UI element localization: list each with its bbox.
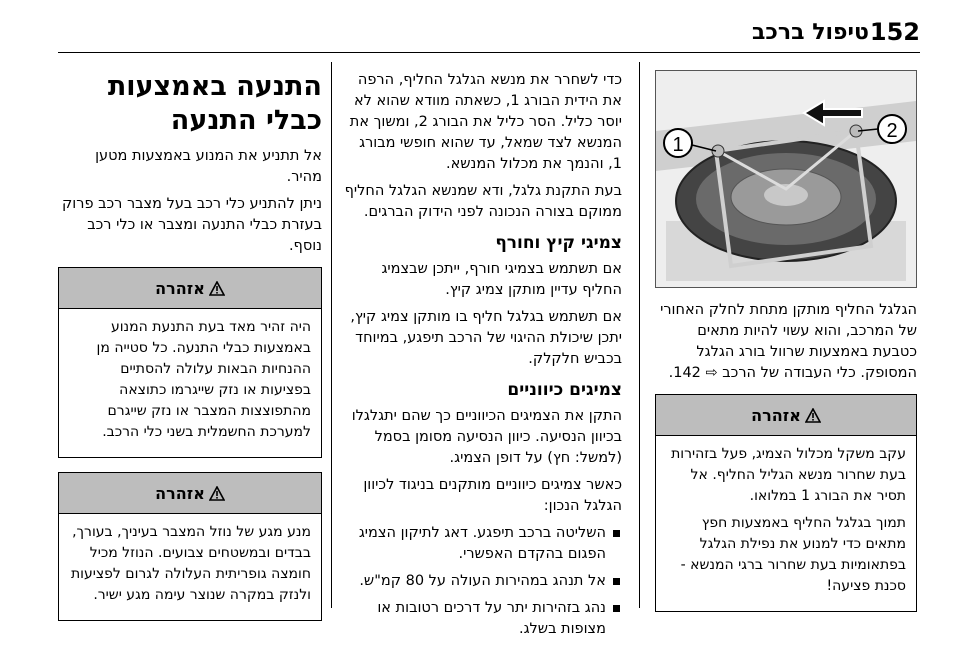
warning-paragraph: תמוך בגלגל החליף באמצעות חפץ מתאים כדי למנוע את נפילת הגלגל בפתאומיות בעת שחרור ברגי המנשא - סכנת פציעה! [680,515,906,594]
column-divider-left [331,62,332,608]
section-heading-directional-tires: צמיגים כיווניים [507,380,622,400]
warning-label: אזהרה [155,278,205,298]
warning-triangle-icon [209,486,225,501]
list-item: נהג בזהירות יתר על דרכים רטובות או מצופות בשלג. [342,598,622,640]
spare-wheel-figure [655,70,917,288]
paragraph: כדי לשחרר את מנשא הגלגל החליף, הרפה את הידית הבורג 1, כשאתה מוודא שהוא לא יוסר כליל. הסר כליל את הבורג 2, ומשוך את המנשא לצד שמאל, עד שהוא חופשי מבורג 1, והנמך את מכלול המנשא. [349,72,622,172]
paragraph: אל תתניע את המנוע באמצעות מטען מהיר. [95,148,322,185]
warning-label: אזהרה [751,405,801,425]
list-item: אל תנהג במהירות העולה על 80 קמ"ש. [342,571,622,592]
warning-paragraph: היה זהיר מאד בעת התנעת המנוע באמצעות כבלי התנעה. כל סטייה מן ההנחיות הבאות עלולה להסתיים בפציעות או נזק שייגרמו כתוצאה מהתפוצצות המצבר או נזק שייגרם למערכת החשמלית בשני כלי הרכב. [96,319,311,440]
warning-paragraph: מנע מגע של נוזל המצבר בעיניך, בעורך, בבדים ובמשטחים צבועים. הנוזל מכיל חומצה גופריתית העלולה לגרום לפציעות ולנזק במקרה שנוצר עימה מגע ישיר. [70,524,311,603]
paragraph: אם תשתמש בצמיגי חורף, ייתכן שבצמיג החליף עדיין מותקן צמיג קיץ. [381,261,622,298]
warning-header [656,395,916,436]
column-divider-right [639,62,640,608]
header-rule [58,52,920,53]
warning-box-spare-wheel [655,394,917,612]
callout-2-label: 2 [886,120,898,142]
section-heading-winter-summer-tires: צמיגי קיץ וחורף [495,233,622,253]
warning-label: אזהרה [155,483,205,503]
warning-header [59,268,321,309]
paragraph: התקן את הצמיגים הכיווניים כך שהם יתגלגלו בכיוון הנסיעה. כיוון הנסיעה מסומן בסמל (למשל: חץ) על דופן הצמיג. [351,408,622,466]
warning-box-battery-acid [58,472,322,621]
page-number: 152 [869,18,920,46]
paragraph: כאשר צמיגים כיווניים מותקנים בניגוד לכיוון הגלגל הנכון: [363,477,622,514]
warning-triangle-icon [805,408,821,423]
spare-wheel-illustration [656,71,916,287]
warning-box-jump-start [58,267,322,458]
left-column [58,70,322,621]
warning-paragraph: עקב משקל מכלול הצמיג, פעל בזהירות בעת שחרור מנשא הגליל החליף. אל תסיר את הבורג 1 במלואו. [671,446,906,504]
paragraph: בעת התקנת גלגל, ודא שמנשא הגלגל החליף ממוקם בצורה הנכונה לפני הידוק הברגים. [344,183,622,220]
directional-tires-list [342,523,622,640]
middle-column [342,70,622,646]
list-item: השליטה ברכב תיפגע. דאג לתיקון הצמיג הפגום בהקדם האפשרי. [342,523,622,565]
paragraph: ניתן להתניע כלי רכב בעל מצבר רכב פרוק בעזרת כבלי התנעה ומצבר או כלי רכב נוסף. [62,196,322,254]
callout-1-label: 1 [672,134,684,156]
warning-header [59,473,321,514]
page-header [0,0,960,60]
page-title: טיפול ברכב [752,20,869,45]
spare-wheel-intro: הגלגל החליף מותקן מתחת לחלק האחורי של המרכב, והוא עשוי להיות מתאים כטבעת באמצעות שרוול בורג הגלגל המסופק. כלי העבודה של הרכב ⇨ 142. [660,302,917,381]
section-heading-jump-start: התנעה באמצעות כבלי התנעה [107,71,322,136]
warning-triangle-icon [209,281,225,296]
right-column [655,70,917,612]
paragraph: אם תשתמש בגלגל חליף בו מותקן צמיג קיץ, יתכן שיכולת ההיגוי של הרכב תיפגע, במיוחד בכביש חלקלק. [350,309,622,367]
